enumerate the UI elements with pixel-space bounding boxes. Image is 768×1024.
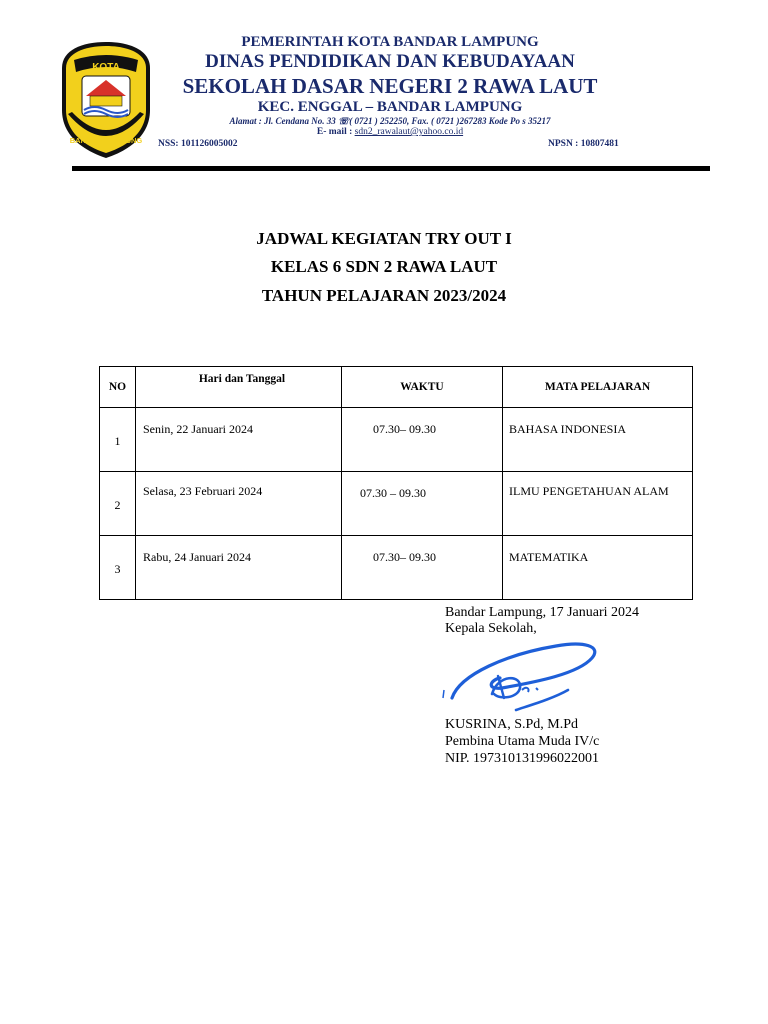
signature-rank: Pembina Utama Muda IV/c: [445, 734, 600, 749]
row-time: 07.30– 09.30: [342, 408, 503, 472]
signature-position: Kepala Sekolah,: [445, 621, 537, 636]
letterhead-government: PEMERINTAH KOTA BANDAR LAMPUNG: [241, 34, 539, 50]
table-header-row: [100, 367, 693, 408]
row-subject: MATEMATIKA: [503, 536, 693, 600]
letterhead-department: DINAS PENDIDIKAN DAN KEBUDAYAAN: [205, 51, 575, 72]
row-no: 1: [100, 408, 136, 472]
document-academic-year: TAHUN PELAJARAN 2023/2024: [261, 286, 507, 305]
letterhead-school-name: SEKOLAH DASAR NEGERI 2 RAWA LAUT: [182, 74, 598, 98]
signature-place-date: Bandar Lampung, 17 Januari 2024: [445, 605, 640, 620]
header-subject: MATA PELAJARAN: [503, 367, 693, 408]
handwritten-signature: [438, 632, 613, 717]
signature-name: KUSRINA, S.Pd, M.Pd: [445, 717, 579, 732]
row-date: Senin, 22 Januari 2024: [136, 408, 342, 472]
city-emblem-logo: [60, 40, 152, 160]
letterhead-district: KEC. ENGGAL – BANDAR LAMPUNG: [257, 99, 523, 115]
email-link[interactable]: sdn2_rawalaut@yahoo.co.id: [354, 127, 464, 137]
email-label: E- mail :: [316, 127, 355, 137]
letterhead-address: Alamat : Jl. Cendana No. 33 ☏( 0721 ) 252250, Fax. ( 0721 )267283 Kode Po s 35217: [229, 116, 551, 126]
svg-text:BANDAR LAMPUNG: BANDAR LAMPUNG: [69, 136, 143, 145]
table-row: [100, 408, 693, 472]
row-date: Rabu, 24 Januari 2024: [136, 536, 342, 600]
row-date: Selasa, 23 Februari 2024: [136, 472, 342, 536]
npsn-number: NPSN : 10807481: [548, 139, 619, 149]
letterhead-divider: [72, 166, 710, 171]
schedule-table: [99, 366, 693, 600]
header-date: Hari dan Tanggal: [136, 367, 342, 408]
document-title: JADWAL KEGIATAN TRY OUT I: [256, 229, 512, 248]
row-time: 07.30 – 09.30: [342, 472, 503, 536]
header-time: WAKTU: [342, 367, 503, 408]
row-subject: BAHASA INDONESIA: [503, 408, 693, 472]
letterhead-email-line: [190, 127, 590, 137]
signature-nip: NIP. 197310131996022001: [445, 751, 600, 766]
row-no: 2: [100, 472, 136, 536]
nss-number: NSS: 101126005002: [158, 139, 238, 149]
table-row: [100, 472, 693, 536]
table-row: [100, 536, 693, 600]
header-no: NO: [100, 367, 136, 408]
row-time: 07.30– 09.30: [342, 536, 503, 600]
row-no: 3: [100, 536, 136, 600]
document-class: KELAS 6 SDN 2 RAWA LAUT: [270, 257, 498, 276]
row-subject: ILMU PENGETAHUAN ALAM: [503, 472, 693, 536]
svg-text:KOTA: KOTA: [92, 62, 120, 73]
